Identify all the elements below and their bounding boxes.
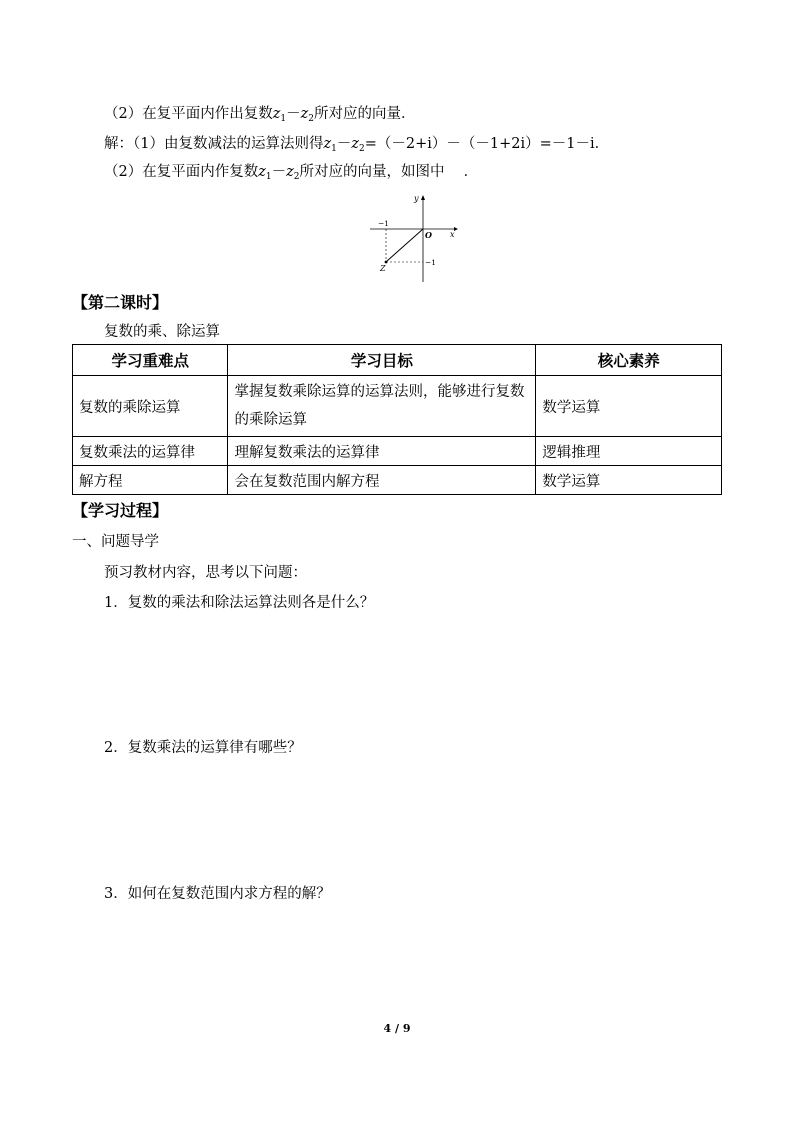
subscript-2: 2 — [359, 144, 365, 154]
table-row — [73, 437, 722, 466]
table-cell: 理解复数乘法的运算律 — [228, 437, 536, 466]
x-tick-label: −1 — [378, 219, 390, 228]
solution-1-text: 解：（1）由复数减法的运算法则得 — [104, 136, 324, 152]
table-row — [73, 376, 722, 437]
var-z2: z — [351, 136, 359, 152]
lesson-2-heading: 【第二课时】 — [72, 293, 169, 312]
y-axis-label: y — [414, 194, 419, 203]
table-cell: 数学运算 — [536, 466, 722, 495]
table-cell: 会在复数范围内解方程 — [228, 466, 536, 495]
question-item: 1．复数的乘法和除法运算法则各是什么？ — [104, 595, 375, 611]
var-z2: z — [300, 106, 309, 122]
y-axis-arrow — [421, 195, 425, 200]
minus-sign: － — [336, 136, 352, 152]
table-cell: 掌握复数乘除运算的运算法则，能够进行复数的乘除运算 — [228, 376, 536, 437]
x-axis-arrow — [454, 227, 458, 231]
var-z1: z — [272, 106, 281, 122]
var-z1: z — [323, 136, 332, 152]
part-1-heading: 一、问题导学 — [72, 534, 159, 550]
subscript-2: 2 — [308, 114, 314, 124]
point-z-label: Z — [380, 264, 386, 273]
subscript-2: 2 — [293, 172, 300, 182]
origin-label: O — [425, 230, 432, 240]
table-cell: 复数的乘除运算 — [73, 376, 228, 437]
solution-1-result: =（－2+i）－（－1+2i）=－1－i． — [364, 136, 610, 152]
table-row — [73, 466, 722, 495]
point-z — [385, 261, 388, 264]
solution-2-text: （2）在复平面内作复数 — [104, 164, 259, 180]
process-heading: 【学习过程】 — [72, 501, 169, 520]
question-2-text: （2）在复平面内作出复数 — [104, 106, 273, 122]
minus-sign: － — [271, 164, 287, 180]
solution-1-line — [104, 134, 609, 154]
complex-plane-figure — [366, 192, 462, 284]
learning-goals-table — [72, 344, 722, 495]
solution-2-tail: 所对应的向量，如图中 ． — [299, 164, 479, 180]
var-z1: z — [258, 164, 266, 180]
x-axis-label: x — [450, 230, 455, 239]
table-cell: 解方程 — [73, 466, 228, 495]
table-cell: 复数乘法的运算律 — [73, 437, 228, 466]
subscript-1: 1 — [265, 172, 272, 182]
solution-2-line — [104, 162, 478, 182]
table-header-cell: 学习目标 — [228, 345, 536, 376]
table-cell: 数学运算 — [536, 376, 722, 437]
question-item: 3．如何在复数范围内求方程的解？ — [104, 886, 331, 902]
table-cell: 逻辑推理 — [536, 437, 722, 466]
question-item: 2．复数乘法的运算律有哪些？ — [104, 740, 302, 756]
lesson-2-subtitle: 复数的乘、除运算 — [104, 324, 220, 340]
table-header-cell: 学习重难点 — [73, 345, 228, 376]
page-number: 4 / 9 — [383, 1022, 411, 1035]
subscript-1: 1 — [331, 144, 337, 154]
y-tick-label: −1 — [425, 258, 437, 267]
var-z2: z — [286, 164, 294, 180]
table-header-row — [73, 345, 722, 376]
subscript-1: 1 — [280, 114, 287, 124]
process-intro: 预习教材内容，思考以下问题： — [104, 565, 307, 581]
vector-oz — [387, 229, 423, 261]
question-2-line — [104, 104, 415, 124]
question-2-tail: 所对应的向量． — [313, 106, 416, 122]
table-header-cell: 核心素养 — [536, 345, 722, 376]
minus-sign: － — [286, 106, 301, 122]
